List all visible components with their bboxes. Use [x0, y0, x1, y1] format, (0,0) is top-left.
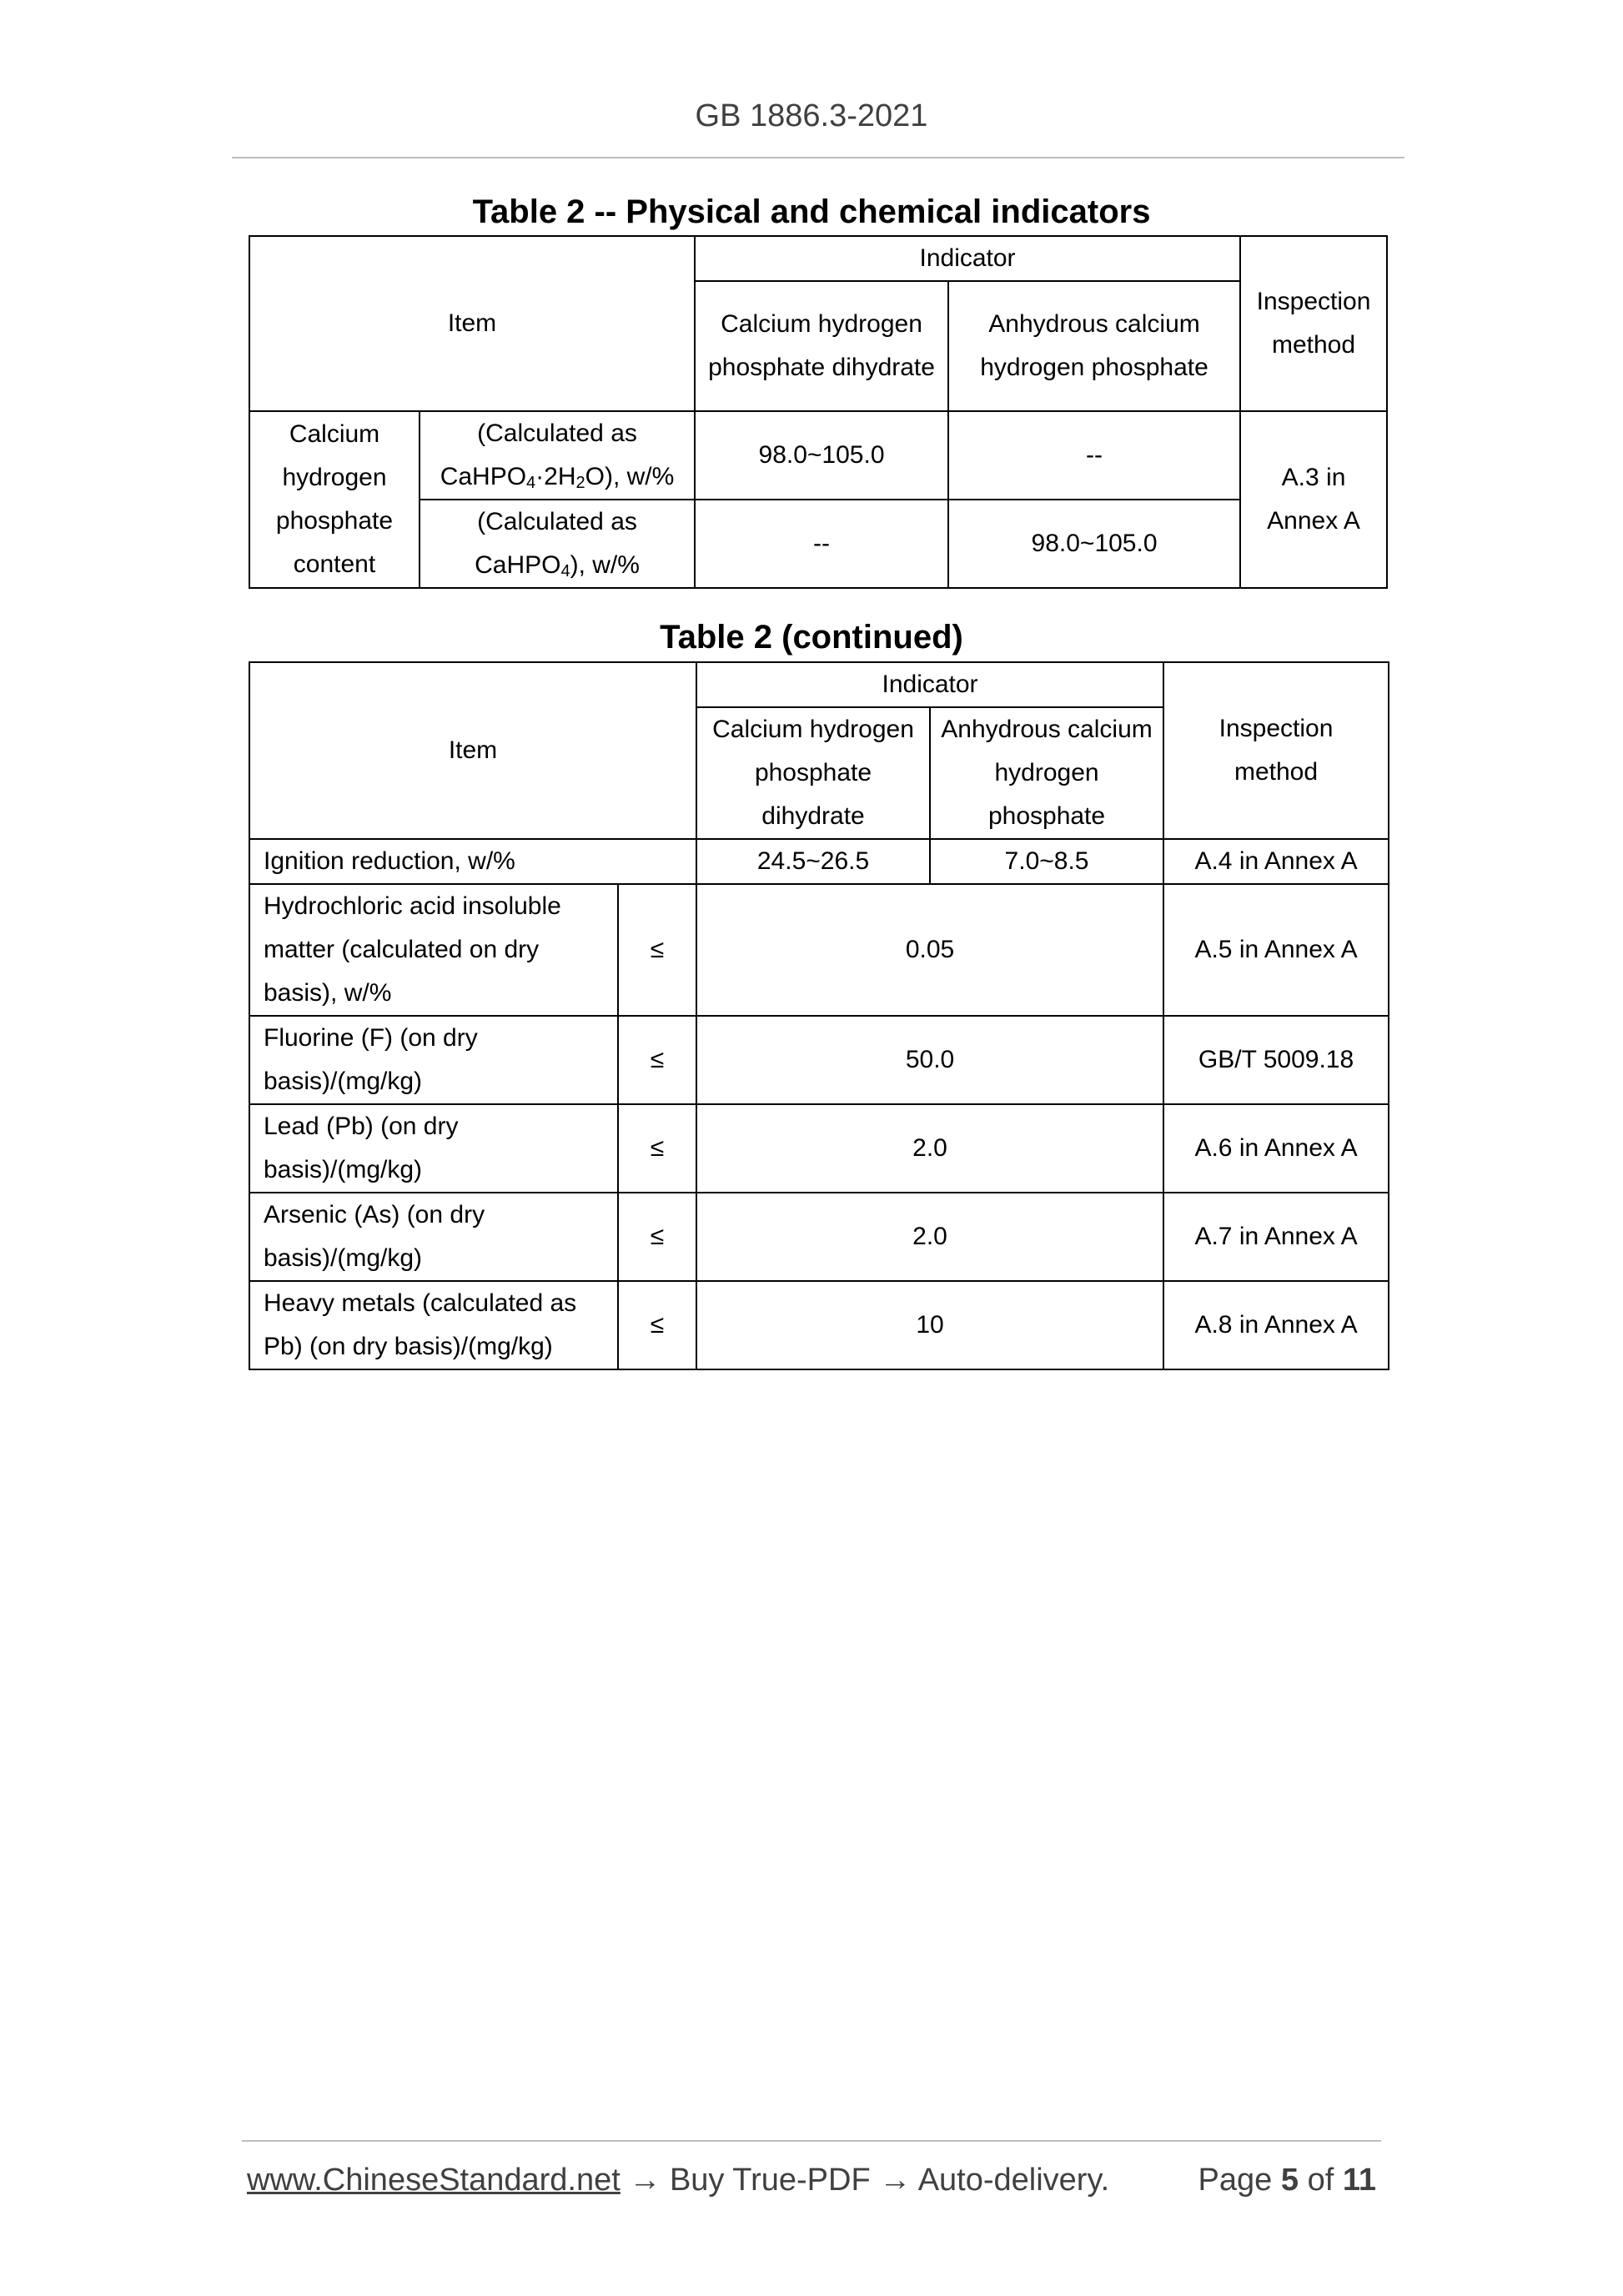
value-cell: 24.5~26.5: [696, 839, 930, 884]
page-total: 11: [1342, 2163, 1376, 2198]
table-title: Table 2 -- Physical and chemical indicators: [472, 193, 1151, 230]
value-cell: 2.0: [696, 1104, 1163, 1193]
operator-cell: ≤: [618, 884, 696, 1016]
footer-promo: [247, 2163, 1109, 2198]
item-header: Item: [249, 236, 695, 411]
value-cell: --: [948, 411, 1240, 500]
method-cell: A.4 in Annex A: [1163, 839, 1389, 884]
footer-tagline: → Buy True-PDF → Auto-delivery.: [620, 2163, 1110, 2198]
value-cell: 7.0~8.5: [930, 839, 1163, 884]
operator-cell: ≤: [618, 1104, 696, 1193]
method-cell: A.6 in Annex A: [1163, 1104, 1389, 1193]
value-cell: 98.0~105.0: [948, 500, 1240, 588]
header-divider: [232, 157, 1404, 158]
basis-dihydrate: (Calculated as $CaHPO_4\cdot 2H_2O$), w/%: [420, 411, 695, 500]
row-label: Hydrochloric acid insoluble matter (calculated on dry basis), w/%: [249, 884, 618, 1016]
operator-cell: ≤: [618, 1016, 696, 1104]
value-cell: 50.0: [696, 1016, 1163, 1104]
dihydrate-header: Calcium hydrogen phosphate dihydrate: [696, 707, 930, 839]
row-label: Lead (Pb) (on dry basis)/(mg/kg): [249, 1104, 618, 1193]
dihydrate-header: Calcium hydrogen phosphate dihydrate: [695, 281, 948, 411]
anhydrous-header: Anhydrous calcium hydrogen phosphate: [930, 707, 1163, 839]
indicators-table: [249, 235, 1388, 589]
value-cell: 0.05: [696, 884, 1163, 1016]
method-cell: A.5 in Annex A: [1163, 884, 1389, 1016]
method-cell: A.7 in Annex A: [1163, 1193, 1389, 1281]
indicators-table-continued: [249, 661, 1389, 1370]
indicator-header: Indicator: [696, 662, 1163, 707]
method-cell: A.3 in Annex A: [1240, 411, 1387, 588]
page-indicator: Page 5 of 11: [1198, 2163, 1376, 2198]
group-label: Calcium hydrogen phosphate content: [249, 411, 420, 588]
row-label: Arsenic (As) (on dry basis)/(mg/kg): [249, 1193, 618, 1281]
anhydrous-header: Anhydrous calcium hydrogen phosphate: [948, 281, 1240, 411]
document-code: GB 1886.3-2021: [695, 98, 928, 133]
value-cell: --: [695, 500, 948, 588]
table-title-continued: Table 2 (continued): [660, 619, 963, 656]
value-cell: 10: [696, 1281, 1163, 1369]
operator-cell: ≤: [618, 1281, 696, 1369]
page-number: 5: [1280, 2163, 1299, 2198]
operator-cell: ≤: [618, 1193, 696, 1281]
row-label: Fluorine (F) (on dry basis)/(mg/kg): [249, 1016, 618, 1104]
method-header: Inspection method: [1163, 662, 1389, 839]
method-cell: GB/T 5009.18: [1163, 1016, 1389, 1104]
indicator-header: Indicator: [695, 236, 1240, 281]
method-header: Inspection method: [1240, 236, 1387, 411]
website-link[interactable]: www.ChineseStandard.net: [247, 2163, 621, 2198]
basis-anhydrous: (Calculated as CaHPO$_4$), w/%: [420, 500, 695, 588]
method-cell: A.8 in Annex A: [1163, 1281, 1389, 1369]
value-cell: 2.0: [696, 1193, 1163, 1281]
item-header: Item: [249, 662, 696, 839]
value-cell: 98.0~105.0: [695, 411, 948, 500]
ignition-label: Ignition reduction, w/%: [249, 839, 696, 884]
footer-divider: [242, 2140, 1381, 2142]
row-label: Heavy metals (calculated as Pb) (on dry basis)/(mg/kg): [249, 1281, 618, 1369]
